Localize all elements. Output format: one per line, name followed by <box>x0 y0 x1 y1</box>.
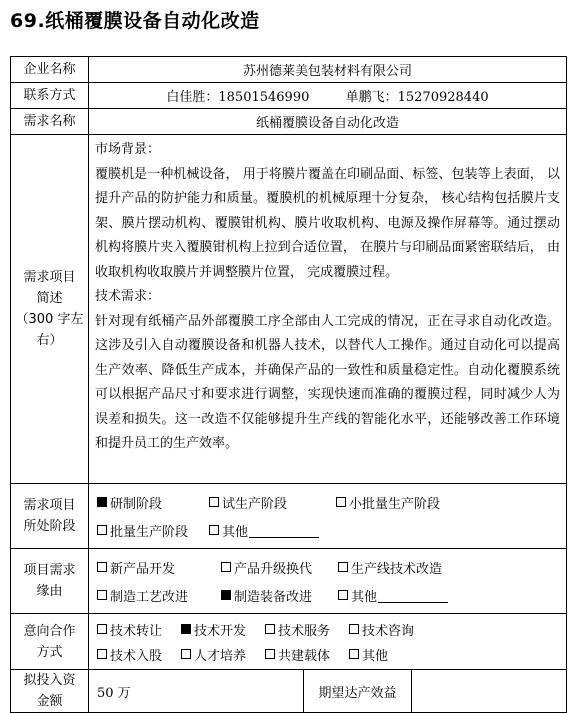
cooperation-option[interactable] <box>97 620 181 639</box>
stage-options <box>89 484 567 549</box>
description-label-line: 简述 <box>36 291 63 306</box>
option-label: 技术开发 <box>194 623 247 639</box>
other-blank[interactable] <box>378 588 448 603</box>
stage-label <box>11 484 89 549</box>
demand-form-table <box>10 56 567 713</box>
reason-option[interactable] <box>221 586 338 605</box>
option-label: 技术服务 <box>278 623 331 639</box>
checkbox-checked[interactable] <box>181 624 191 634</box>
contact-value <box>89 83 567 109</box>
market-heading: 市场背景： <box>95 142 161 157</box>
cooperation-option[interactable] <box>349 620 414 639</box>
reason-label-line: 项目需求 <box>23 563 76 578</box>
description-label-line: 右） <box>36 333 63 348</box>
tech-text: 针对现有纸桶产品外部覆膜工序全部由人工完成的情况，正在寻求自动化改造。这涉及引入自动覆膜设备和机器人技术，以替代人工操作。通过自动化可以提高生产效率、降低生产成本，并确保产品的一致性和质量稳定性。自动化覆膜系统可以根据产品尺寸和要求进行调整，实现快速而准确的覆膜过程，同时减少人为误差和损失。这一改造不仅能够提升生产线的智能化水平，还能够改善工作环境和提升员工的生产效率。 <box>95 313 560 451</box>
option-label: 制造工艺改进 <box>110 589 189 605</box>
option-label: 制造装备改进 <box>234 589 313 605</box>
stage-option[interactable] <box>97 521 209 540</box>
description-label-line: 需求项目 <box>23 270 76 285</box>
checkbox[interactable] <box>97 590 107 600</box>
option-label: 新产品开发 <box>110 561 176 577</box>
contact-person-1: 白佳胜：18501546990 <box>166 90 310 105</box>
benefit-label: 期望达产效益 <box>304 670 412 713</box>
stage-label-line: 需求项目 <box>23 498 76 513</box>
investment-label <box>11 670 89 713</box>
checkbox[interactable] <box>97 525 107 535</box>
reason-option[interactable] <box>97 586 221 605</box>
reason-option[interactable] <box>338 586 448 605</box>
stage-label-line: 所处阶段 <box>23 519 76 534</box>
company-value: 苏州德莱美包装材料有限公司 <box>89 57 567 83</box>
option-label: 产品升级换代 <box>234 561 313 577</box>
option-label: 其他 <box>351 589 378 605</box>
checkbox[interactable] <box>97 624 107 634</box>
description-label <box>11 135 89 484</box>
cooperation-option[interactable] <box>349 645 388 664</box>
page-title: 69.纸桶覆膜设备自动化改造 <box>10 10 260 32</box>
cooperation-row <box>11 614 567 670</box>
cooperation-label <box>11 614 89 670</box>
checkbox[interactable] <box>97 562 107 572</box>
contact-label: 联系方式 <box>11 83 89 109</box>
checkbox[interactable] <box>338 562 348 572</box>
reason-option[interactable] <box>338 558 442 577</box>
checkbox[interactable] <box>221 562 231 572</box>
company-label: 企业名称 <box>11 57 89 83</box>
cooperation-option[interactable] <box>181 645 265 664</box>
option-label: 技术转让 <box>110 623 163 639</box>
cooperation-option[interactable] <box>97 645 181 664</box>
cooperation-option[interactable] <box>181 620 265 639</box>
option-label: 批量生产阶段 <box>110 524 189 540</box>
stage-option[interactable] <box>209 521 319 540</box>
checkbox[interactable] <box>97 649 107 659</box>
option-label: 技术咨询 <box>362 623 415 639</box>
other-blank[interactable] <box>249 523 319 538</box>
checkbox[interactable] <box>336 497 346 507</box>
reason-option[interactable] <box>221 558 338 577</box>
demand-name-row <box>11 109 567 135</box>
option-label: 研制阶段 <box>110 496 163 512</box>
stage-option[interactable] <box>336 493 440 512</box>
stage-row <box>11 484 567 549</box>
reason-label-line: 缘由 <box>36 584 63 599</box>
cooperation-label-line: 方式 <box>36 644 63 660</box>
cooperation-option[interactable] <box>265 620 349 639</box>
checkbox[interactable] <box>209 525 219 535</box>
option-label: 小批量生产阶段 <box>349 496 441 512</box>
checkbox-checked[interactable] <box>221 590 231 600</box>
reason-row <box>11 549 567 614</box>
checkbox[interactable] <box>349 624 359 634</box>
investment-label-line: 金额 <box>36 694 63 709</box>
market-text: 覆膜机是一种机械设备， 用于将膜片覆盖在印刷品面、标签、包装等上表面， 以提升产品的防护能力和质量。覆膜机的机械原理十分复杂， 核心结构包括膜片支架、膜片摆动机构、覆膜钳机构、膜片收取机构、电源及操作屏幕等。通过摆动机构将膜片夹入覆膜钳机构上拉到合适位置， 在膜片与印刷品面紧密联结后， 由收取机构收取膜片并调整膜片位置， 完成覆膜过程。 <box>95 166 560 280</box>
cooperation-label-line: 意向合作 <box>23 623 76 639</box>
option-label: 共建载体 <box>278 648 331 664</box>
description-label-line: （300 字左 <box>15 312 84 327</box>
reason-label <box>11 549 89 614</box>
demand-name-label: 需求名称 <box>11 109 89 135</box>
demand-name-value: 纸桶覆膜设备自动化改造 <box>89 109 567 135</box>
reason-options <box>89 549 567 614</box>
stage-option[interactable] <box>97 493 209 512</box>
description-row <box>11 135 567 484</box>
description-content <box>89 135 567 484</box>
checkbox-checked[interactable] <box>97 497 107 507</box>
option-label: 生产线技术改造 <box>351 561 443 577</box>
checkbox[interactable] <box>338 590 348 600</box>
investment-label-line: 拟投入资 <box>23 673 76 688</box>
contact-person-2: 单鹏飞：15270928440 <box>345 90 489 105</box>
benefit-value <box>412 670 567 713</box>
checkbox[interactable] <box>181 649 191 659</box>
stage-option[interactable] <box>209 493 336 512</box>
checkbox[interactable] <box>209 497 219 507</box>
option-label: 人才培养 <box>194 648 247 664</box>
contact-row <box>11 83 567 109</box>
checkbox[interactable] <box>265 624 275 634</box>
investment-row <box>11 670 567 713</box>
option-label: 技术入股 <box>110 648 163 664</box>
option-label: 其他 <box>222 524 249 540</box>
cooperation-option[interactable] <box>265 645 349 664</box>
option-label: 其他 <box>362 648 389 664</box>
tech-heading: 技术需求： <box>95 289 161 304</box>
reason-option[interactable] <box>97 558 221 577</box>
company-row <box>11 57 567 83</box>
checkbox[interactable] <box>349 649 359 659</box>
checkbox[interactable] <box>265 649 275 659</box>
investment-value: 50 万 <box>89 670 304 713</box>
option-label: 试生产阶段 <box>222 496 288 512</box>
cooperation-options <box>89 614 567 670</box>
